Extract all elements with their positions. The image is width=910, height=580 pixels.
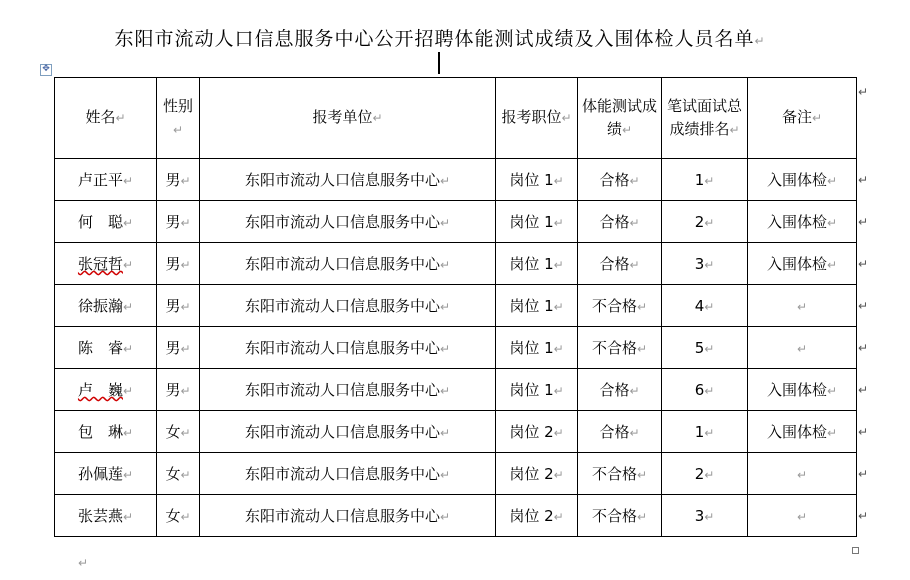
- rank-value: 2: [694, 464, 705, 483]
- table-row: [55, 327, 857, 369]
- cell-position: [496, 495, 578, 537]
- cell-fitness: [578, 243, 662, 285]
- paragraph-mark-icon: ↵: [796, 341, 808, 356]
- position-value: 岗位 1: [509, 339, 554, 357]
- position-value: 岗位 2: [509, 507, 554, 525]
- paragraph-mark-icon: ↵: [122, 426, 134, 440]
- header-unit: 报考单位↵: [200, 78, 496, 159]
- remark-value: 入围体检: [766, 171, 827, 189]
- cell-gender: [157, 369, 200, 411]
- rank-value: 5: [694, 338, 705, 357]
- paragraph-mark-icon: ↵: [180, 174, 191, 188]
- cell-position: [496, 201, 578, 243]
- table-move-handle-icon[interactable]: ✥: [40, 64, 52, 76]
- row-end-mark-icon: ↵: [858, 467, 869, 481]
- paragraph-mark-icon: ↵: [180, 216, 191, 230]
- header-name: 姓名↵: [55, 78, 157, 159]
- fitness-value: 合格: [599, 423, 630, 441]
- fitness-value: 合格: [599, 171, 630, 189]
- cell-unit: [200, 369, 496, 411]
- paragraph-mark-icon: ↵: [826, 426, 838, 440]
- paragraph-mark-icon: ↵: [704, 341, 715, 356]
- header-gender: 性别↵: [157, 78, 200, 159]
- paragraph-mark-icon: ↵: [180, 342, 191, 356]
- fitness-value: 合格: [599, 381, 630, 399]
- cell-rank: [662, 453, 748, 495]
- cell-remark: [748, 285, 857, 327]
- row-end-mark-icon: ↵: [858, 85, 869, 99]
- header-row: [55, 78, 857, 159]
- remark-value: 入围体检: [766, 213, 827, 231]
- cell-rank: [662, 327, 748, 369]
- position-value: 岗位 1: [509, 297, 554, 315]
- paragraph-mark-icon: ↵: [439, 174, 451, 188]
- rank-value: 2: [694, 212, 705, 231]
- cell-unit: [200, 327, 496, 369]
- cell-position: [496, 159, 578, 201]
- cell-remark: [748, 159, 857, 201]
- cell-remark: [748, 369, 857, 411]
- paragraph-mark-icon: ↵: [122, 342, 134, 356]
- cell-remark: [748, 243, 857, 285]
- position-value: 岗位 2: [509, 465, 554, 483]
- gender-value: 男: [165, 381, 181, 399]
- table-body: [55, 159, 857, 537]
- cell-name: [55, 285, 157, 327]
- cell-fitness: [578, 201, 662, 243]
- cell-fitness: [578, 495, 662, 537]
- rank-value: 1: [694, 170, 705, 189]
- unit-value: 东阳市流动人口信息服务中心: [244, 381, 440, 399]
- paragraph-mark-icon: ↵: [704, 257, 715, 272]
- unit-value: 东阳市流动人口信息服务中心: [244, 297, 440, 315]
- cell-fitness: [578, 285, 662, 327]
- paragraph-mark-icon: ↵: [754, 34, 766, 48]
- unit-value: 东阳市流动人口信息服务中心: [244, 255, 440, 273]
- cell-name: [55, 159, 157, 201]
- paragraph-mark-icon: ↵: [122, 468, 134, 482]
- unit-value: 东阳市流动人口信息服务中心: [244, 213, 440, 231]
- paragraph-mark-icon: ↵: [629, 384, 640, 398]
- paragraph-mark-icon: ↵: [636, 468, 648, 482]
- paragraph-mark-icon: ↵: [439, 468, 451, 482]
- paragraph-mark-icon: ↵: [439, 216, 451, 230]
- cell-unit: [200, 411, 496, 453]
- paragraph-mark-icon: ↵: [553, 468, 564, 482]
- cell-position: [496, 243, 578, 285]
- paragraph-mark-icon: ↵: [553, 384, 564, 398]
- fitness-value: 合格: [599, 255, 630, 273]
- paragraph-mark-icon: ↵: [553, 216, 564, 230]
- position-value: 岗位 1: [509, 255, 554, 273]
- paragraph-mark-icon: ↵: [704, 509, 715, 524]
- cell-rank: [662, 285, 748, 327]
- paragraph-mark-icon: ↵: [704, 467, 715, 482]
- cell-unit: [200, 201, 496, 243]
- cell-name: [55, 453, 157, 495]
- paragraph-mark-icon: ↵: [439, 258, 451, 272]
- cell-remark: [748, 495, 857, 537]
- paragraph-mark-icon: ↵: [826, 216, 838, 230]
- paragraph-mark-icon: ↵: [439, 426, 451, 440]
- name-value: 徐振瀚: [77, 297, 123, 315]
- paragraph-mark-icon: ↵: [553, 342, 564, 356]
- table-row: [55, 495, 857, 537]
- paragraph-mark-icon: ↵: [122, 384, 134, 398]
- remark-value: 入围体检: [766, 381, 827, 399]
- row-end-mark-icon: ↵: [858, 509, 869, 523]
- table-row: [55, 285, 857, 327]
- name-value: 包 琳: [77, 423, 123, 441]
- gender-value: 男: [165, 255, 181, 273]
- cell-unit: [200, 285, 496, 327]
- row-end-mark-icon: ↵: [858, 173, 869, 187]
- paragraph-mark-icon: ↵: [439, 384, 451, 398]
- paragraph-mark-icon: ↵: [122, 174, 134, 188]
- paragraph-mark-icon: ↵: [180, 258, 191, 272]
- rank-value: 3: [694, 254, 705, 273]
- paragraph-mark-icon: ↵: [180, 468, 191, 482]
- paragraph-mark-icon: ↵: [704, 215, 715, 230]
- paragraph-mark-icon: ↵: [180, 510, 191, 524]
- paragraph-mark-icon: ↵: [826, 174, 838, 188]
- row-end-mark-icon: ↵: [858, 299, 869, 313]
- row-end-mark-icon: ↵: [858, 383, 869, 397]
- unit-value: 东阳市流动人口信息服务中心: [244, 507, 440, 525]
- table-row: [55, 369, 857, 411]
- fitness-value: 不合格: [591, 297, 637, 315]
- paragraph-mark-icon: ↵: [439, 342, 451, 356]
- cell-gender: [157, 327, 200, 369]
- paragraph-mark-icon: ↵: [704, 425, 715, 440]
- cell-fitness: [578, 453, 662, 495]
- name-value: 何 聪: [77, 213, 123, 231]
- paragraph-mark-icon: ↵: [553, 174, 564, 188]
- paragraph-mark-icon: ↵: [553, 300, 564, 314]
- name-value: 张冠哲: [77, 255, 123, 273]
- row-end-mark-icon: ↵: [858, 341, 869, 355]
- text-cursor: [438, 52, 440, 74]
- cell-rank: [662, 369, 748, 411]
- cell-fitness: [578, 411, 662, 453]
- rank-value: 1: [694, 422, 705, 441]
- cell-remark: [748, 327, 857, 369]
- paragraph-mark-icon: ↵: [122, 258, 134, 272]
- table-row: [55, 453, 857, 495]
- header-position: 报考职位↵: [496, 78, 578, 159]
- cell-gender: [157, 243, 200, 285]
- header-fitness: 体能测试成绩↵: [578, 78, 662, 159]
- paragraph-mark-icon: ↵: [439, 510, 451, 524]
- cell-position: [496, 327, 578, 369]
- header-rank: 笔试面试总成绩排名↵: [662, 78, 748, 159]
- cell-gender: [157, 411, 200, 453]
- name-value: 孙佩莲: [77, 465, 123, 483]
- name-value: 卢 巍: [77, 381, 123, 399]
- table-row: [55, 159, 857, 201]
- paragraph-mark-icon: ↵: [122, 300, 134, 314]
- rank-value: 4: [694, 296, 705, 315]
- position-value: 岗位 1: [509, 171, 554, 189]
- unit-value: 东阳市流动人口信息服务中心: [244, 465, 440, 483]
- remark-value: 入围体检: [766, 255, 827, 273]
- cell-gender: [157, 453, 200, 495]
- cell-gender: [157, 159, 200, 201]
- gender-value: 女: [165, 465, 181, 483]
- cell-unit: [200, 495, 496, 537]
- cell-rank: [662, 495, 748, 537]
- fitness-value: 不合格: [591, 465, 637, 483]
- paragraph-mark-icon: ↵: [826, 384, 838, 398]
- unit-value: 东阳市流动人口信息服务中心: [244, 423, 440, 441]
- cell-name: [55, 243, 157, 285]
- unit-value: 东阳市流动人口信息服务中心: [244, 171, 440, 189]
- table-row: [55, 243, 857, 285]
- cell-name: [55, 369, 157, 411]
- cell-rank: [662, 201, 748, 243]
- results-table: [54, 77, 857, 537]
- row-end-mark-icon: ↵: [858, 257, 869, 271]
- fitness-value: 不合格: [591, 339, 637, 357]
- paragraph-mark-icon: ↵: [796, 299, 808, 314]
- cell-rank: [662, 411, 748, 453]
- paragraph-mark-icon: ↵: [122, 510, 134, 524]
- paragraph-mark-icon: ↵: [704, 299, 715, 314]
- gender-value: 男: [165, 297, 181, 315]
- rank-value: 6: [694, 380, 705, 399]
- cell-name: [55, 411, 157, 453]
- gender-value: 女: [165, 423, 181, 441]
- unit-value: 东阳市流动人口信息服务中心: [244, 339, 440, 357]
- paragraph-mark-icon: ↵: [629, 216, 640, 230]
- cell-position: [496, 453, 578, 495]
- cell-fitness: [578, 159, 662, 201]
- paragraph-mark-icon: ↵: [180, 300, 191, 314]
- cell-fitness: [578, 369, 662, 411]
- cell-remark: [748, 411, 857, 453]
- paragraph-mark-icon: ↵: [629, 258, 640, 272]
- paragraph-mark-icon: ↵: [629, 426, 640, 440]
- fitness-value: 合格: [599, 213, 630, 231]
- position-value: 岗位 1: [509, 381, 554, 399]
- cell-unit: [200, 159, 496, 201]
- paragraph-mark-icon: ↵: [78, 556, 89, 570]
- paragraph-mark-icon: ↵: [122, 216, 134, 230]
- cell-rank: [662, 159, 748, 201]
- paragraph-mark-icon: ↵: [704, 383, 715, 398]
- document-title: [60, 24, 820, 51]
- name-value: 张芸燕: [77, 507, 123, 525]
- gender-value: 男: [165, 171, 181, 189]
- cell-gender: [157, 495, 200, 537]
- cell-remark: [748, 453, 857, 495]
- fitness-value: 不合格: [591, 507, 637, 525]
- cell-gender: [157, 201, 200, 243]
- paragraph-mark-icon: ↵: [553, 258, 564, 272]
- cell-position: [496, 369, 578, 411]
- cell-name: [55, 201, 157, 243]
- paragraph-mark-icon: ↵: [636, 510, 648, 524]
- paragraph-mark-icon: ↵: [439, 300, 451, 314]
- table-row: [55, 201, 857, 243]
- cell-name: [55, 327, 157, 369]
- paragraph-mark-icon: ↵: [826, 258, 838, 272]
- paragraph-mark-icon: ↵: [180, 426, 191, 440]
- paragraph-mark-icon: ↵: [636, 342, 648, 356]
- row-end-mark-icon: ↵: [858, 425, 869, 439]
- cell-position: [496, 411, 578, 453]
- cell-position: [496, 285, 578, 327]
- paragraph-mark-icon: ↵: [796, 509, 808, 524]
- name-value: 卢正平: [77, 171, 123, 189]
- remark-value: 入围体检: [766, 423, 827, 441]
- paragraph-mark-icon: ↵: [629, 174, 640, 188]
- cell-unit: [200, 453, 496, 495]
- cell-rank: [662, 243, 748, 285]
- cell-unit: [200, 243, 496, 285]
- cell-fitness: [578, 327, 662, 369]
- paragraph-mark-icon: ↵: [636, 300, 648, 314]
- header-remark: 备注↵: [748, 78, 857, 159]
- table-resize-handle[interactable]: [852, 547, 859, 554]
- gender-value: 女: [165, 507, 181, 525]
- position-value: 岗位 1: [509, 213, 554, 231]
- paragraph-mark-icon: ↵: [553, 510, 564, 524]
- row-end-mark-icon: ↵: [858, 215, 869, 229]
- gender-value: 男: [165, 213, 181, 231]
- title-text: 东阳市流动人口信息服务中心公开招聘体能测试成绩及入围体检人员名单: [114, 28, 755, 50]
- table-row: [55, 411, 857, 453]
- position-value: 岗位 2: [509, 423, 554, 441]
- paragraph-mark-icon: ↵: [796, 467, 808, 482]
- name-value: 陈 睿: [77, 339, 123, 357]
- gender-value: 男: [165, 339, 181, 357]
- cell-remark: [748, 201, 857, 243]
- cell-name: [55, 495, 157, 537]
- rank-value: 3: [694, 506, 705, 525]
- paragraph-mark-icon: ↵: [180, 384, 191, 398]
- paragraph-mark-icon: ↵: [704, 173, 715, 188]
- paragraph-mark-icon: ↵: [553, 426, 564, 440]
- cell-gender: [157, 285, 200, 327]
